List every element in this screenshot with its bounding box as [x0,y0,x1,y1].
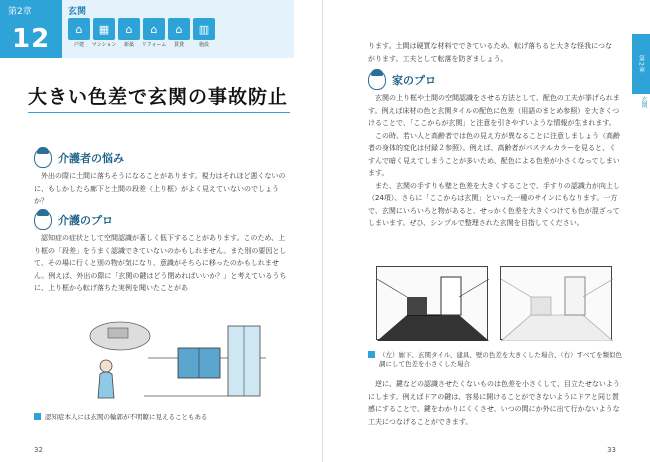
facility-icon: ▥ [193,18,215,40]
worry-text-block [34,170,290,208]
entrance-illustration-left [78,318,266,406]
title-divider [28,112,290,113]
pro-text-block [34,232,290,295]
right-caption [368,350,622,368]
right-page [324,0,650,462]
housing-type-tags [68,18,215,48]
tag-facility: ▥ 施設 [193,18,215,48]
chapter-side-tab: 第2章 [632,34,650,94]
home-pro-para-1: 玄関の上り框や土間の空間認識をさせる方法として、配色の工夫が挙げられます。例えば床材の色と玄関タイルの配色に色差（用語のまとめ参照）を大きくつけることで、「ここからが玄関」と注意を引きやすいような情報が生まれます。 [368,94,620,127]
intro-text: ります。土間は硬質な材料でできているため、転げ落ちると大きな怪我につながります。工夫として転落を防ぎましょう。 [368,42,613,63]
worry-heading: 介護者の悩み [58,152,124,165]
page-number-right: 33 [607,446,616,454]
closing-text: 逆に、鍵などの認識させたくないものは色差を小さくして、目立たせないようにします。例えばドアの鍵は、容易に開けることができないようにドアと同じ質感にすることで、鍵をわかりにくくさせ、いつの間にか外に出て行かないような工夫につなげることができます。 [368,380,620,426]
chapter-topic: 玄関 [68,7,87,17]
left-caption-text: 認知症本人には玄関の輪郭が不明瞭に見えることもある [45,413,208,421]
tag-new: ⌂ 新築 [118,18,140,48]
left-page [0,0,323,462]
chapter-box [0,0,62,58]
building-icon: ▦ [93,18,115,40]
entrance-scene-svg [78,318,266,406]
intro-text-block [368,40,618,65]
entrance-low-contrast-illustration [500,266,612,340]
right-caption-text: （左）廊下、玄関タイル、建具、壁の色差を大きくした場合、（右）すべてを類似色調にして色差を小さくした場合 [379,351,622,368]
page-title: 大きい色差で玄関の事故防止 [28,86,289,108]
new-house-icon: ⌂ [118,18,140,40]
pro-heading: 介護のプロ [58,214,113,227]
house-icon: ⌂ [68,18,90,40]
chapter-side-subtab: 玄関 [640,96,647,108]
page-number-left: 32 [34,446,43,454]
home-pro-para-3: また、玄関の手すりも壁と色差を大きくすることで、手すりの認識力が向上し（24項）、さらに「ここからは玄関」といった一種のサインにもなります。一方で、玄関にいろいろと物があると、せっかく色差を大きくつけても色が混ざってしまいます。ぜひ、シンプルで整理された玄関を目指してください。 [368,181,620,227]
home-pro-face-icon [368,70,386,90]
worry-section-heading [34,148,124,168]
care-pro-face-icon [34,210,52,230]
high-contrast-svg [377,267,489,341]
home-pro-section-heading [368,70,436,90]
pro-text: 認知症の症状として空間認識が著しく低下することがあります。このため、上り框の「段差」をうまく認識できていないのかもしれません。また別の要因として、その場に行くと別の物が気になり、意識がそちらに移ったのかもしれません。例えば、外出の際に「玄関の鍵はどう閉めればいいか？」と考えているうちに、上り框から転げ落ちた実例を聞いたことがあ [34,234,287,292]
tag-mansion: ▦ マンション [93,18,115,48]
tag-rental: ⌂ 賃貸 [168,18,190,48]
worry-text: 外出の際に土間に落ちそうになることがあります。視力はそれほど悪くないのに、もしかしたら廊下と土間の段差（上り框）がよく見えていないのでしょうか？ [34,172,286,205]
home-pro-heading: 家のプロ [392,74,436,87]
caregiver-face-icon [34,148,52,168]
home-pro-text-block [368,92,620,230]
tag-detached: ⌂ 戸建 [68,18,90,48]
entrance-high-contrast-illustration [376,266,488,340]
chapter-label: 第2章 [8,7,32,17]
low-contrast-svg [501,267,613,341]
rental-icon: ⌂ [168,18,190,40]
reform-icon: ⌂ [143,18,165,40]
caption-marker-icon [368,351,375,358]
chapter-number: 12 [12,24,51,54]
left-caption [34,412,294,421]
home-pro-para-2: この時、若い人と高齢者では色の見え方が異なることに注意しましょう（高齢者の身体的変化は付録２参照）。例えば、高齢者がパステルカラーを見ると、くすんで暗く見えてしまうことが多いため、配色による色差が小さくなってしまいます。 [368,131,620,177]
caption-marker-icon [34,413,41,420]
pro-section-heading [34,210,113,230]
closing-text-block [368,378,620,428]
tag-reform: ⌂ リフォーム [143,18,165,48]
